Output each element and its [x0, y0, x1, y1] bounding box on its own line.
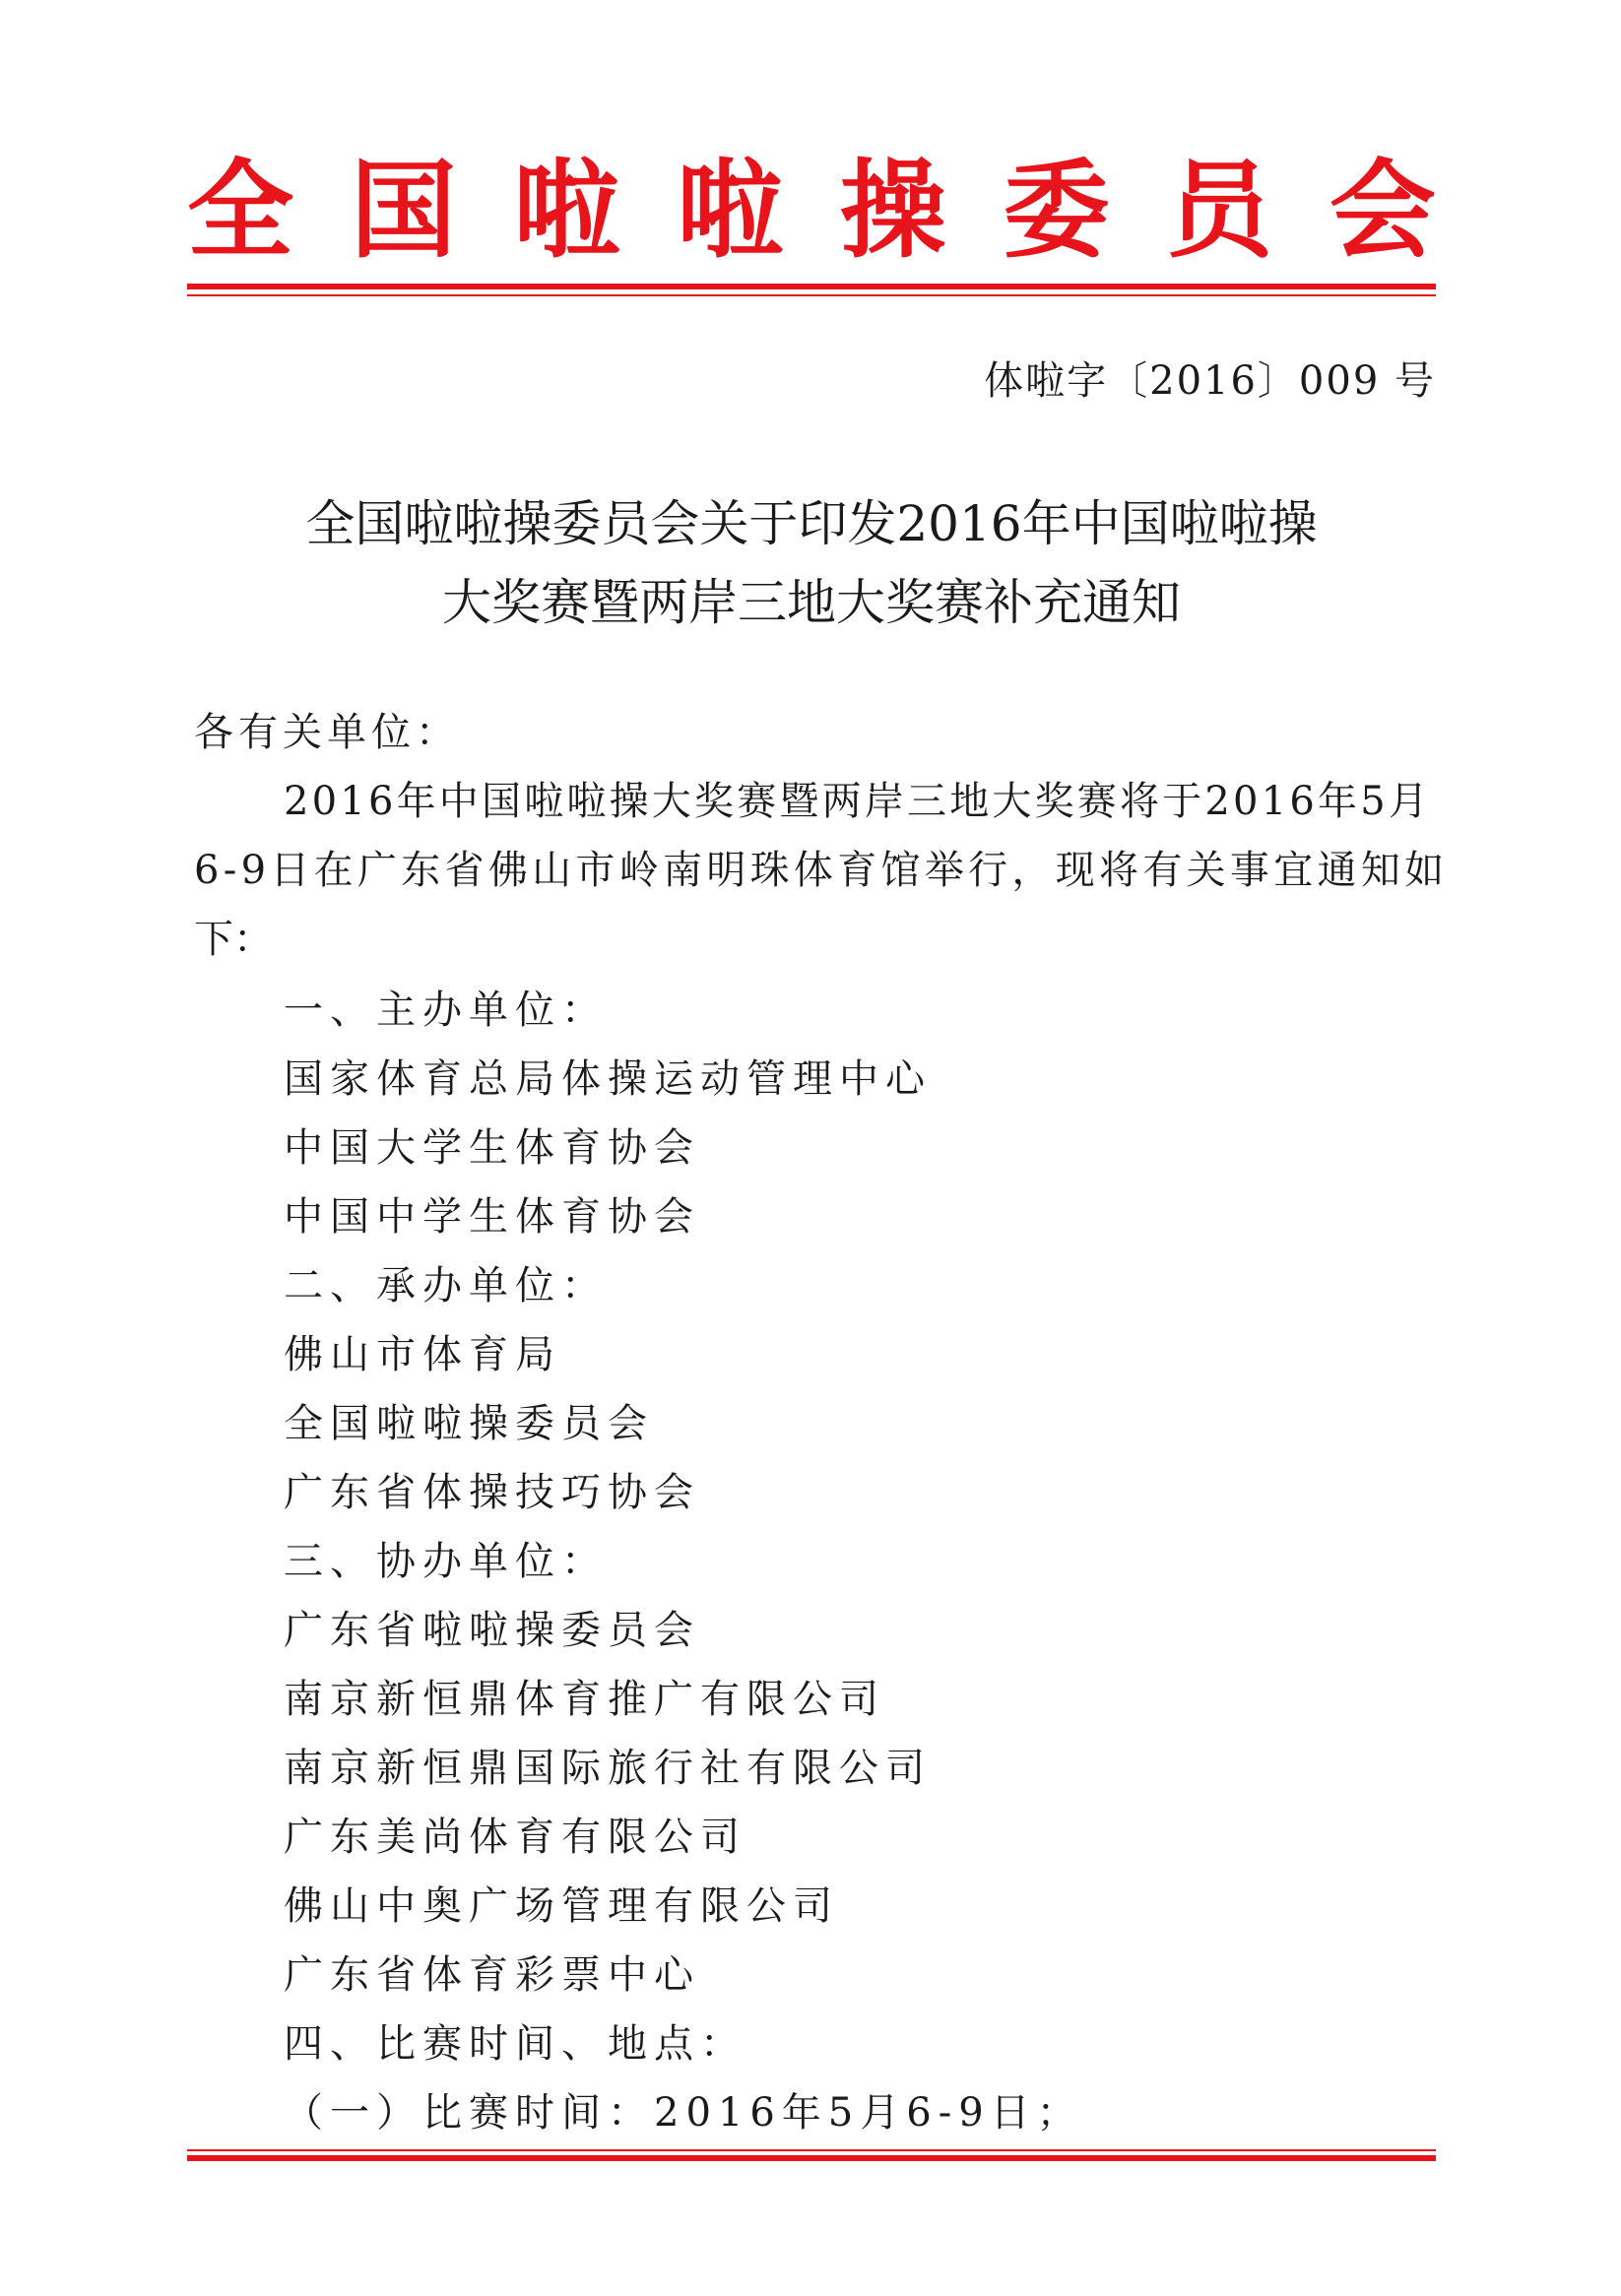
footer-divider-thick	[187, 2155, 1436, 2161]
list-item: 全国啦啦操委员会	[284, 1401, 654, 1446]
list-item: 佛山市体育局	[284, 1332, 561, 1377]
list-item: 广东省体操技巧协会	[284, 1470, 700, 1515]
list-item: 中国大学生体育协会	[284, 1125, 700, 1171]
document-title-line-1: 全国啦啦操委员会关于印发2016年中国啦啦操	[305, 495, 1318, 552]
document-number: 体啦字〔2016〕009 号	[984, 358, 1436, 404]
intro-paragraph-line-1: 2016年中国啦啦操大奖赛暨两岸三地大奖赛将于2016年5月	[284, 779, 1432, 824]
letterhead-char: 操	[839, 150, 946, 273]
list-item: 南京新恒鼎国际旅行社有限公司	[284, 1746, 932, 1791]
list-item: 中国中学生体育协会	[284, 1194, 700, 1240]
section-heading: 三、协办单位：	[284, 1539, 608, 1584]
section-heading: 四、比赛时间、地点：	[284, 2021, 746, 2067]
section-list	[284, 983, 1083, 2154]
list-item: 广东省体育彩票中心	[284, 1952, 700, 1998]
list-item: 广东美尚体育有限公司	[284, 1815, 746, 1860]
letterhead-divider-thick	[187, 284, 1436, 289]
letterhead-char: 国	[350, 150, 457, 273]
footer-divider-thin	[187, 2149, 1436, 2151]
salutation: 各有关单位：	[194, 710, 460, 755]
letterhead-divider-thin	[187, 294, 1436, 296]
letterhead-char: 委	[1003, 150, 1110, 273]
letterhead-char: 会	[1329, 150, 1436, 273]
letterhead-char: 员	[1166, 150, 1273, 273]
intro-paragraph-line-2: 6-9日在广东省佛山市岭南明珠体育馆举行，现将有关事宜通知如	[194, 848, 1449, 893]
list-item: 国家体育总局体操运动管理中心	[284, 1056, 932, 1102]
section-heading: 一、主办单位：	[284, 988, 608, 1033]
letterhead-title	[187, 148, 1436, 276]
letterhead-char: 全	[187, 150, 294, 273]
intro-paragraph-line-3: 下：	[194, 917, 273, 962]
list-item: （一）比赛时间：2016年5月6-9日；	[284, 2090, 1083, 2136]
list-item: 佛山中奥广场管理有限公司	[284, 1883, 839, 1929]
document-title-line-2: 大奖赛暨两岸三地大奖赛补充通知	[442, 574, 1181, 631]
section-heading: 二、承办单位：	[284, 1263, 608, 1308]
list-item: 广东省啦啦操委员会	[284, 1608, 700, 1653]
letterhead-char: 啦	[513, 150, 620, 273]
letterhead-char: 啦	[677, 150, 784, 273]
list-item: 南京新恒鼎体育推广有限公司	[284, 1677, 885, 1722]
